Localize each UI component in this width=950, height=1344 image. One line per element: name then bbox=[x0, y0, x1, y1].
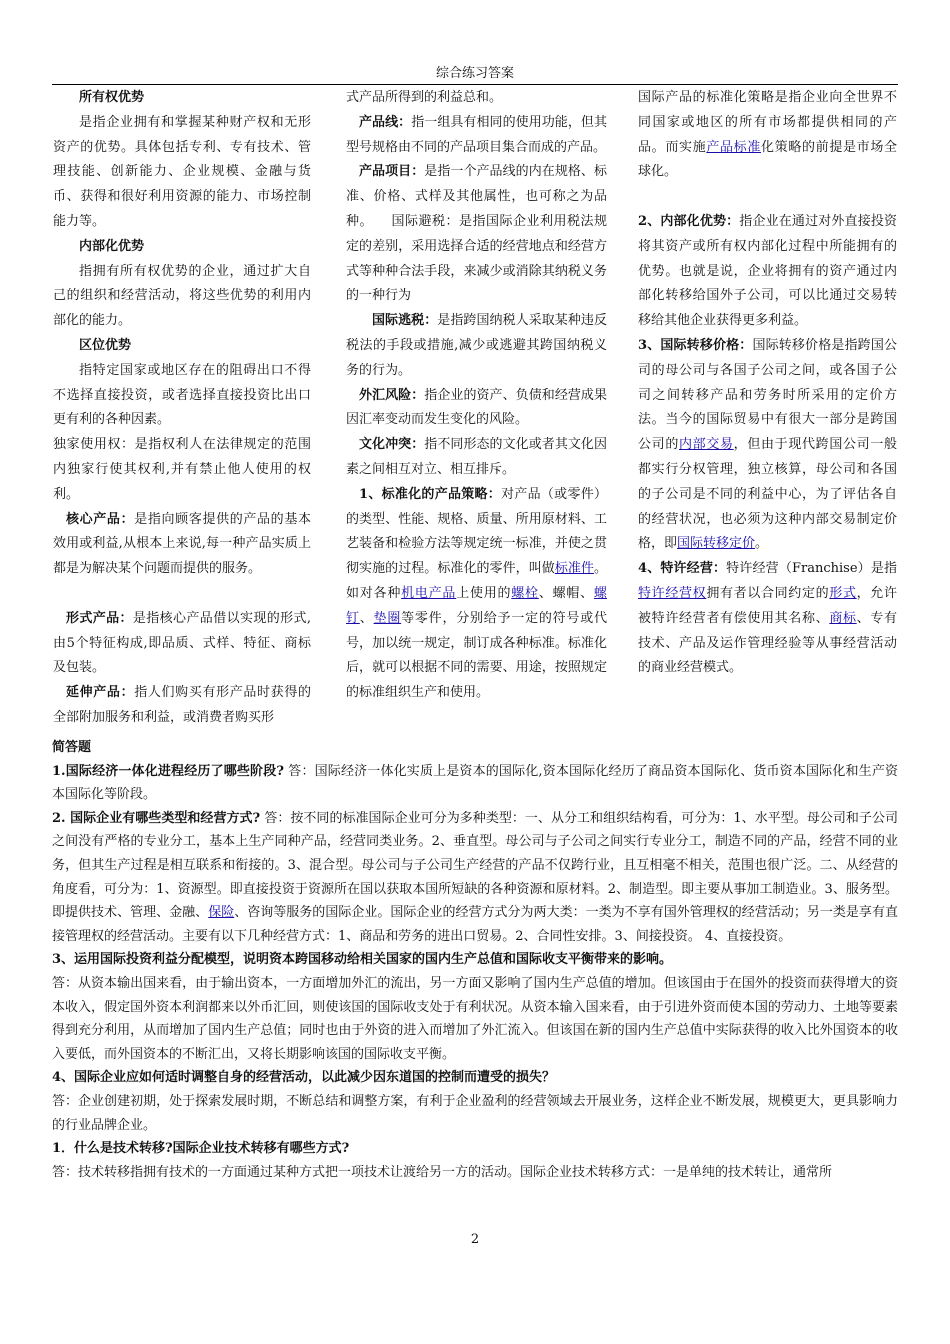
term-exclusive-right: 独家使用权：是指权利人在法律规定的范围内独家行使其权利,并有禁止他人使用的权利。 bbox=[53, 437, 311, 502]
term-text: 指不同形态的文化或者其文化因素之间相互对立、相互排斥。 bbox=[346, 437, 607, 477]
question-3: 3、运用国际投资利益分配模型，说明资本跨国移动给相关国家的国内生产总值和国际收支平衡带来的影响。 bbox=[52, 952, 673, 968]
link-product-standard[interactable]: 产品标准 bbox=[706, 139, 761, 155]
answer: 答：国际经济一体化实质上是资本的国际化,资本国际化经历了商品资本国际化、货币资本国际化和生产资本国际化等阶段。 bbox=[52, 763, 898, 803]
link-bolt[interactable]: 螺栓 bbox=[511, 585, 539, 601]
term-label: 1、标准化的产品策略： bbox=[359, 486, 502, 502]
answer-5: 答：技术转移指拥有技术的一方面通过某种方式把一项技术让渡给另一方的活动。国际企业技术转移方式：一是单纯的技术转让，通常所 bbox=[52, 1164, 833, 1180]
qa-section bbox=[52, 736, 898, 1184]
term-franchise bbox=[638, 557, 897, 681]
term-text: 指企业的资产、负债和经营成果因汇率变动而发生变化的风险。 bbox=[346, 387, 607, 428]
term-text: 指人们购买有形产品时获得的全部附加服务和利益，或消费者购买形 bbox=[53, 685, 311, 725]
answer: 答：按不同的标准国际企业可分为多种类型：一、从分工和组织结构看，可分为：1、水平型。母公司和子公司之间没有严格的专业分工，基本上生产同种产品，经营同类业务。2、垂直型。母公司与子公司之间实行专业分工，制造不同的产品，经营不同的业务，但其生产过程是相互联系和衔接的。3、混合型。母公司与子公司生产经营的产品不仅跨行业，且互相毫不相关，范围也很广泛。二、从经营的角度看，可分为：1、资源型。即直接投资于资源所在国以获取本国所短缺的各种资源和原材料。2、制造型。即主要从事加工制造业。3、服务型。即提供技术、管理、金融、 bbox=[52, 810, 898, 921]
term-text: 是指一个产品线的内在规格、标准、价格、式样及其他属性，也可称之为品种。 bbox=[346, 164, 607, 229]
term-text: 是指向顾客提供的产品的基本效用或利益,从根本上来说,每一种产品实质上都是为解决某个问题而提供的服务。 bbox=[53, 511, 311, 577]
page-number: 2 bbox=[470, 1232, 480, 1247]
term-text: 是指核心产品借以实现的形式,由5个特征构成,即品质、式样、特征、商标及包装。 bbox=[53, 610, 311, 676]
term-title-location: 区位优势 bbox=[79, 337, 132, 353]
question: 2. 国际企业有哪些类型和经营方式? bbox=[52, 810, 261, 826]
qa-item-2 bbox=[52, 807, 898, 949]
term-text-ownership: 是指企业拥有和掌握某种财产权和无形资产的优势。具体包括专利、专有技术、管理技能、创新能力、企业规模、金融与货币、获得和很好利用资源的能力、市场控制能力等。 bbox=[53, 114, 311, 229]
link-insurance[interactable]: 保险 bbox=[208, 905, 235, 921]
link-internal-trade[interactable]: 内部交易 bbox=[679, 437, 734, 453]
term-text-internal: 指拥有所有权优势的企业，通过扩大自己的组织和经营活动，将这些优势的利用内部化的能力。 bbox=[53, 263, 311, 329]
term-text: 拥有者以合同约定的 bbox=[706, 585, 830, 601]
term-text: 。如对各种 bbox=[346, 561, 607, 601]
term-form-product bbox=[53, 607, 311, 681]
link-franchise-right[interactable]: 特许经营权 bbox=[638, 585, 707, 601]
term-label: 文化冲突： bbox=[359, 437, 425, 453]
term-internalization bbox=[638, 210, 897, 334]
term-label: 国际逃税： bbox=[372, 313, 438, 329]
term-title-ownership: 所有权优势 bbox=[79, 90, 145, 105]
column-right bbox=[638, 86, 897, 681]
term-text: 、专有技术、产品及运作管理经验等从事经营活动的商业经营模式。 bbox=[638, 610, 897, 676]
term-text: 上使用的 bbox=[456, 585, 512, 601]
term-label: 形式产品： bbox=[66, 610, 133, 626]
qa-heading: 简答题 bbox=[52, 740, 92, 755]
link-mech-products[interactable]: 机电产品 bbox=[401, 585, 457, 601]
term-text: 国际产品的标准化策略是指企业向全世界不同国家或地区的所有市场都提供相同的产品。而实施 bbox=[638, 90, 897, 155]
term-text: 、螺帽、 bbox=[538, 585, 594, 601]
term-text: ，但由于现代跨国公司一般都实行分权管理，独立核算，母公司和各国的子公司是不同的利益中心，为了评估各自的经营状况，也必须为这种内部交易制定价格，即 bbox=[638, 437, 897, 552]
term-label: 延伸产品： bbox=[66, 685, 135, 701]
term-product-line bbox=[346, 111, 607, 161]
term-text: 等零件，分别给予一定的符号或代号，加以统一规定，制订成各种标准。标准化后，就可以根据不同的需要、用途，按照规定的标准组织生产和使用。 bbox=[346, 610, 607, 701]
term-text: 。 bbox=[755, 536, 769, 552]
term-label: 核心产品： bbox=[66, 511, 135, 527]
term-label: 产品项目： bbox=[359, 164, 425, 180]
term-tax-avoidance: 国际避税：是指国际企业利用税法规定的差别，采用选择合适的经营地点和经营方式等种种合法手段，来减少或消除其纳税义务的一种行为 bbox=[346, 213, 607, 304]
term-intl-standardization bbox=[638, 86, 897, 185]
column-left bbox=[53, 86, 311, 731]
question: 1.国际经济一体化进程经历了哪些阶段? bbox=[52, 763, 284, 779]
term-product-item bbox=[346, 160, 607, 309]
term-text: 国际转移价格是指跨国公司的母公司与各国子公司之间，或各国子公司之间转移产品和劳务时所采用的定价方法。当今的国际贸易中有很大一部分是跨国公司的 bbox=[638, 337, 897, 453]
answer-3: 答：从资本输出国来看，由于输出资本，一方面增加外汇的流出，另一方面又影响了国内生产总值的增加。但该国由于在国外的投资而获得增大的资本收入，假定国外资本利润都来以外币汇回，则使该国的国际收支处于有利状况。从资本输入国来看，由于引进外资而使本国的劳动力、土地等要素得到充分利用，从而增加了国内生产总值；同时也由于外资的进入而增加了外汇流入。但该国在新的国内生产总值中实际获得的收入比外国资本的收入要低，而外国资本的不断汇出，又将长期影响该国的国际收支平衡。 bbox=[52, 975, 898, 1062]
link-trademark[interactable]: 商标 bbox=[829, 610, 857, 626]
term-transfer-price bbox=[638, 334, 897, 557]
term-extended-product bbox=[53, 681, 311, 731]
link-transfer-pricing[interactable]: 国际转移定价 bbox=[677, 536, 756, 552]
term-continuation: 式产品所得到的利益总和。 bbox=[346, 90, 503, 105]
header-divider bbox=[52, 84, 898, 85]
link-standard-part[interactable]: 标准件 bbox=[554, 561, 594, 577]
qa-item-1 bbox=[52, 760, 898, 807]
term-label: 产品线： bbox=[359, 114, 412, 130]
term-text: ，允许被特许经营者有偿使用其名称、 bbox=[638, 585, 897, 626]
term-fx-risk bbox=[346, 384, 607, 434]
link-form[interactable]: 形式 bbox=[829, 585, 857, 601]
link-washer[interactable]: 垫圈 bbox=[373, 610, 402, 626]
term-text: 、 bbox=[359, 610, 374, 626]
term-culture-conflict bbox=[346, 433, 607, 483]
term-label: 外汇风险： bbox=[359, 387, 425, 403]
term-label: 3、国际转移价格： bbox=[638, 337, 753, 353]
link-screw[interactable]: 螺钉 bbox=[346, 585, 607, 626]
term-text: 特许经营（Franchise）是指 bbox=[726, 561, 897, 577]
page-header-title: 综合练习答案 bbox=[435, 66, 514, 81]
term-core-product bbox=[53, 508, 311, 582]
term-standardization bbox=[346, 483, 607, 706]
answer-4: 答：企业创建初期，处于探索发展时期，不断总结和调整方案，有利于企业盈利的经营领域去开展业务，这样企业不断发展，规模更大，更具影响力的行业品牌企业。 bbox=[52, 1093, 898, 1133]
term-title-internal: 内部化优势 bbox=[79, 238, 145, 254]
term-label: 4、特许经营： bbox=[638, 561, 727, 577]
term-tax-evasion bbox=[346, 309, 607, 383]
column-middle bbox=[346, 86, 607, 706]
question-4: 4、国际企业应如何适时调整自身的经营活动，以此减少因东道国的控制而遭受的损失？ bbox=[52, 1070, 556, 1086]
answer: 、咨询等服务的国际企业。国际企业的经营方式分为两大类：一类为不享有国外管理权的经营活动；另一类是享有直接管理权的经营活动。主要有以下几种经营方式：1、商品和劳务的进出口贸易。2、合同性安排。3、间接投资。 4、直接投资。 bbox=[52, 905, 898, 944]
term-text: 指一组具有相同的使用功能，但其型号规格由不同的产品项目集合而成的产品。 bbox=[346, 114, 607, 155]
term-text: 化策略的前提是市场全球化。 bbox=[638, 139, 897, 180]
term-text-location: 指特定国家或地区存在的阻碍出口不得不选择直接投资，或者选择直接投资比出口更有利的各种因素。 bbox=[53, 362, 311, 428]
term-text: 指企业在通过对外直接投资将其资产或所有权内部化过程中所能拥有的优势。也就是说，企业将拥有的资产通过内部化转移给国外子公司，可以比通过交易转移给其他企业获得更多利益。 bbox=[638, 213, 897, 329]
term-text: 对产品（或零件）的类型、性能、规格、质量、所用原材料、工艺装备和检验方法等规定统一标准，并使之贯彻实施的过程。标准化的零件，叫做 bbox=[346, 486, 607, 577]
term-text: 是指跨国纳税人采取某种违反税法的手段或措施,减少或逃避其跨国纳税义务的行为。 bbox=[346, 313, 607, 378]
term-label: 2、内部化优势： bbox=[638, 213, 740, 229]
question-5: 1．什么是技术转移?国际企业技术转移有哪些方式? bbox=[52, 1141, 350, 1157]
